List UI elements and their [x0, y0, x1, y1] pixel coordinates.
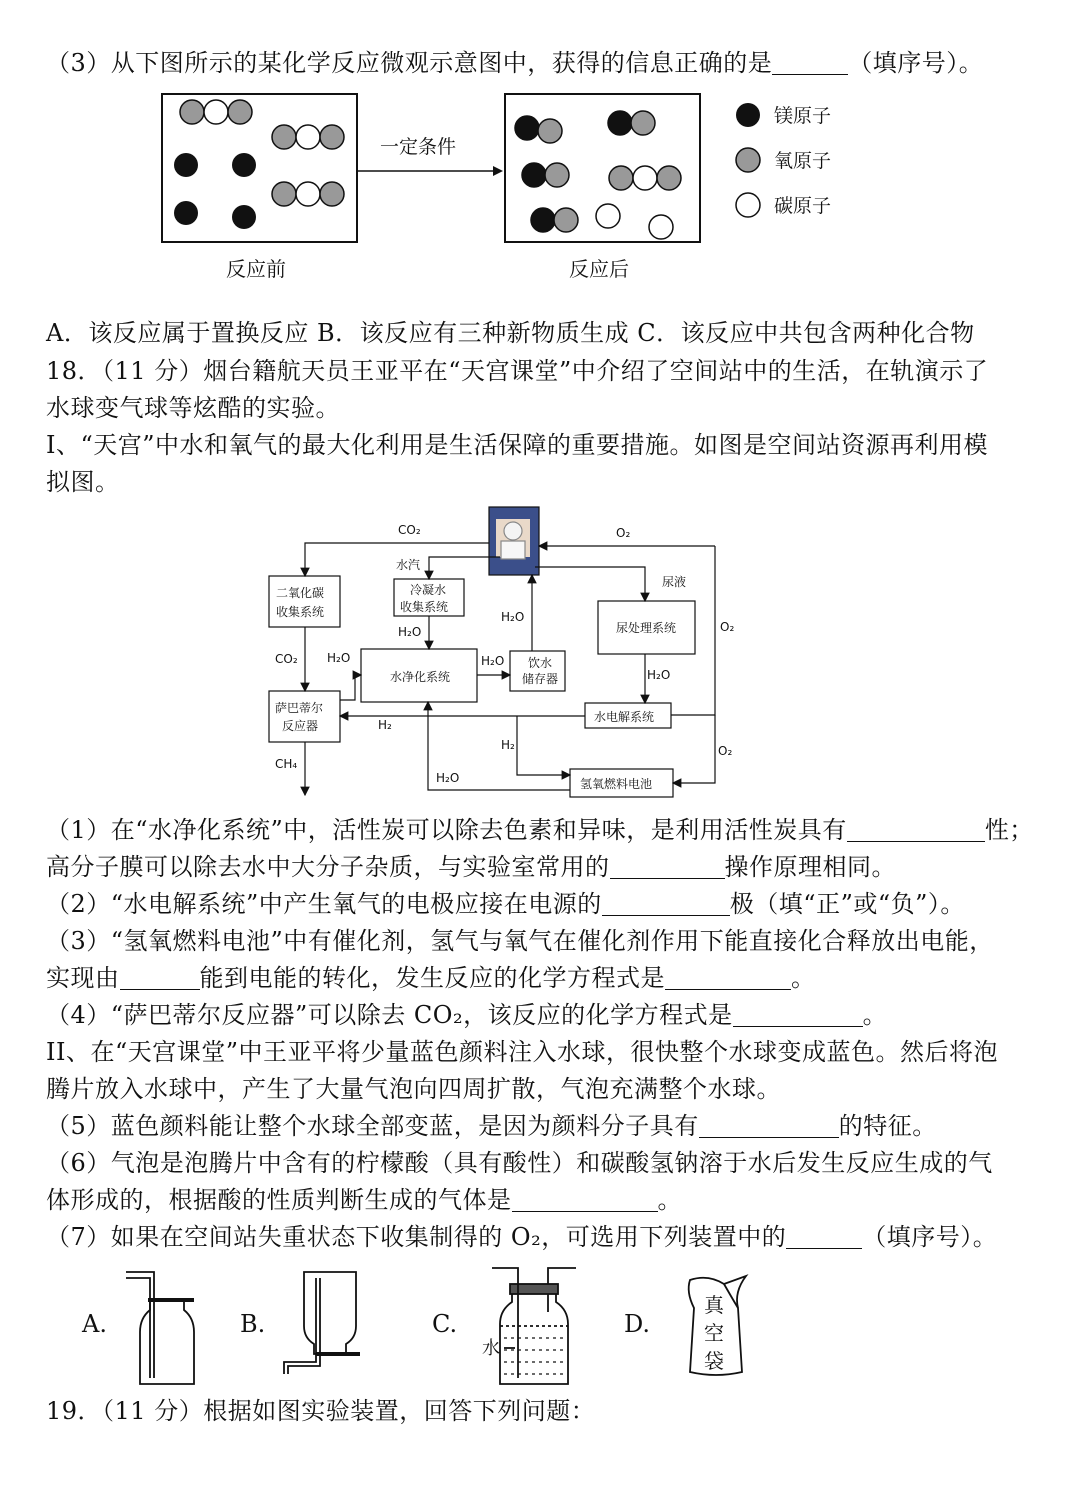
s4-line — [46, 997, 887, 1033]
apparatus-c — [492, 1268, 576, 1384]
drink-label-2: 储存器 — [522, 672, 559, 686]
part1-line2: 拟图。 — [46, 468, 120, 496]
urine-label: 尿处理系统 — [616, 621, 677, 635]
h2o-label-sabatier: H₂O — [327, 651, 351, 665]
arrow-head — [493, 166, 503, 176]
water-label: 水 — [482, 1338, 500, 1359]
q3-tail: （填序号）。 — [848, 49, 984, 77]
bag-label-3: 袋 — [704, 1349, 724, 1373]
bag-label-2: 空 — [704, 1321, 724, 1345]
s5-tail: 的特征。 — [838, 1112, 937, 1140]
legend-mg-label: 镁原子 — [774, 105, 832, 127]
s1-line1 — [46, 812, 1034, 848]
part2-line1: II、在“天宫课堂”中王亚平将少量蓝色颜料注入水球，很快整个水球变成蓝色。然后将泡 — [46, 1038, 998, 1066]
answer-blank[interactable] — [512, 1187, 658, 1212]
co2-top-label: CO₂ — [398, 523, 421, 537]
q19-line: 19．（11 分）根据如图实验装置，回答下列问题： — [46, 1397, 596, 1425]
co2-collect-label-1: 二氧化碳 — [276, 586, 325, 600]
legend — [736, 103, 831, 217]
s4-tail: 。 — [862, 1001, 888, 1029]
co2-collect-box — [269, 576, 340, 627]
bag-label-1: 真 — [704, 1293, 724, 1317]
co2-left-label: CO₂ — [275, 652, 298, 666]
mg-atom — [232, 205, 256, 229]
answer-blank[interactable] — [847, 817, 985, 842]
s1-text: （1）在“水净化系统”中，活性炭可以除去色素和异味，是利用活性炭具有 — [46, 816, 847, 844]
s3-text2: 能到电能的转化，发生反应的化学方程式是 — [199, 964, 665, 992]
sabatier-box — [269, 691, 340, 742]
mg-atom — [174, 153, 198, 177]
q18-line2: 水球变气球等炫酷的实验。 — [46, 394, 340, 422]
s3-text: 实现由 — [46, 964, 120, 992]
answer-blank[interactable] — [120, 965, 200, 990]
mgo-molecule — [531, 208, 578, 232]
co2-molecule — [609, 166, 681, 190]
c-atom — [596, 204, 620, 228]
mgo-molecule — [515, 116, 562, 143]
answer-blank[interactable] — [610, 854, 725, 879]
q3-text: （3）从下图所示的某化学反应微观示意图中，获得的信息正确的是 — [46, 49, 773, 77]
mgo-molecule — [608, 111, 655, 135]
option-a-label: A. — [82, 1310, 107, 1338]
s3-line2 — [46, 960, 816, 996]
answer-blank[interactable] — [772, 50, 848, 75]
s4-text: （4）“萨巴蒂尔反应器”可以除去 CO₂，该反应的化学方程式是 — [46, 1001, 733, 1029]
part1-line1: I、“天宫”中水和氧气的最大化利用是生活保障的重要措施。如图是空间站资源再利用模 — [46, 431, 989, 459]
s1-line2 — [46, 849, 896, 885]
part2-line2: 腾片放入水球中，产生了大量气泡向四周扩散，气泡充满整个水球。 — [46, 1075, 781, 1103]
s6-line2 — [46, 1182, 682, 1218]
h2o-label-drink: H₂O — [501, 610, 525, 624]
vapor-label: 水汽 — [396, 558, 421, 572]
fuelcell-label: 氢氧燃料电池 — [580, 777, 653, 791]
s7-line — [46, 1219, 997, 1255]
option-d-label: D. — [624, 1310, 651, 1338]
s1-text2: 高分子膜可以除去水中大分子杂质，与实验室常用的 — [46, 853, 610, 881]
answer-blank[interactable] — [733, 1002, 863, 1027]
answer-blank[interactable] — [699, 1113, 839, 1138]
water-purify-label: 水净化系统 — [390, 670, 451, 684]
h2o-label-fuelcell: H₂O — [436, 771, 460, 785]
mg-atom — [174, 201, 198, 225]
sabatier-label-2: 反应器 — [282, 719, 319, 733]
s1-tail2: 操作原理相同。 — [724, 853, 896, 881]
s2-line — [46, 886, 965, 922]
apparatus-a — [126, 1272, 194, 1384]
before-label: 反应前 — [226, 257, 286, 281]
c-atom — [649, 215, 673, 239]
answer-blank[interactable] — [786, 1224, 862, 1249]
answer-blank[interactable] — [665, 965, 791, 990]
s7-tail: （填序号）。 — [862, 1223, 998, 1251]
co2-collect-label-2: 收集系统 — [276, 605, 325, 619]
condense-label-2: 收集系统 — [400, 600, 449, 614]
s2-tail: 极（填“正”或“负”）。 — [729, 890, 965, 918]
apparatus-figures — [120, 1262, 770, 1392]
s3-tail: 。 — [791, 964, 816, 992]
option-c-label: C. — [432, 1310, 458, 1338]
legend-mg-swatch — [736, 103, 760, 127]
space-station-flow-diagram — [260, 505, 735, 805]
legend-c-swatch — [736, 193, 760, 217]
after-label: 反应后 — [569, 257, 629, 281]
q3-options: A．该反应属于置换反应 B．该反应有三种新物质生成 C．该反应中共包含两种化合物 — [46, 319, 975, 347]
legend-c-label: 碳原子 — [774, 195, 832, 217]
s7-text: （7）如果在空间站失重状态下收集制得的 O₂，可选用下列装置中的 — [46, 1223, 787, 1251]
h2o-label-condense: H₂O — [398, 625, 422, 639]
s6-tail: 。 — [657, 1186, 682, 1214]
q3-prompt — [46, 45, 983, 81]
s2-text: （2）“水电解系统”中产生氧气的电极应接在电源的 — [46, 890, 602, 918]
q18-line1: 18．（11 分）烟台籍航天员王亚平在“天宫课堂”中介绍了空间站中的生活，在轨演示了 — [46, 357, 989, 385]
legend-o-swatch — [736, 148, 760, 172]
co2-molecule — [272, 182, 344, 206]
s1-tail: 性； — [984, 816, 1034, 844]
urine-liquid-label: 尿液 — [662, 575, 687, 589]
h2o-label-urine: H₂O — [647, 668, 671, 682]
co2-molecule — [272, 125, 344, 149]
s6-text: 体形成的，根据酸的性质判断生成的气体是 — [46, 1186, 512, 1214]
condition-label: 一定条件 — [380, 136, 457, 158]
o2-lower-label: O₂ — [718, 744, 733, 758]
option-b-label: B. — [240, 1310, 266, 1338]
mgo-molecule — [522, 163, 569, 187]
h2o-label-purify: H₂O — [481, 654, 505, 668]
condense-label-1: 冷凝水 — [410, 583, 447, 597]
apparatus-b — [284, 1272, 360, 1374]
o2-top-label: O₂ — [616, 526, 631, 540]
s6-line1: （6）气泡是泡腾片中含有的柠檬酸（具有酸性）和碳酸氢钠溶于水后发生反应生成的气 — [46, 1149, 993, 1177]
h2-label-left: H₂ — [378, 718, 392, 732]
h2-label-down: H₂ — [501, 738, 515, 752]
s3-line1: （3）“氢氧燃料电池”中有催化剂，氢气与氧气在催化剂作用下能直接化合释放出电能， — [46, 927, 994, 955]
sabatier-label-1: 萨巴蒂尔 — [275, 701, 324, 715]
legend-o-label: 氧原子 — [774, 150, 832, 172]
s5-line — [46, 1108, 937, 1144]
o2-right-label: O₂ — [720, 620, 735, 634]
answer-blank[interactable] — [602, 891, 730, 916]
s5-text: （5）蓝色颜料能让整个水球全部变蓝，是因为颜料分子具有 — [46, 1112, 699, 1140]
electrolysis-label: 水电解系统 — [594, 710, 655, 724]
co2-molecule — [180, 100, 252, 124]
mg-atom — [232, 153, 256, 177]
drink-label-1: 饮水 — [528, 656, 553, 670]
ch4-label: CH₄ — [275, 757, 298, 771]
